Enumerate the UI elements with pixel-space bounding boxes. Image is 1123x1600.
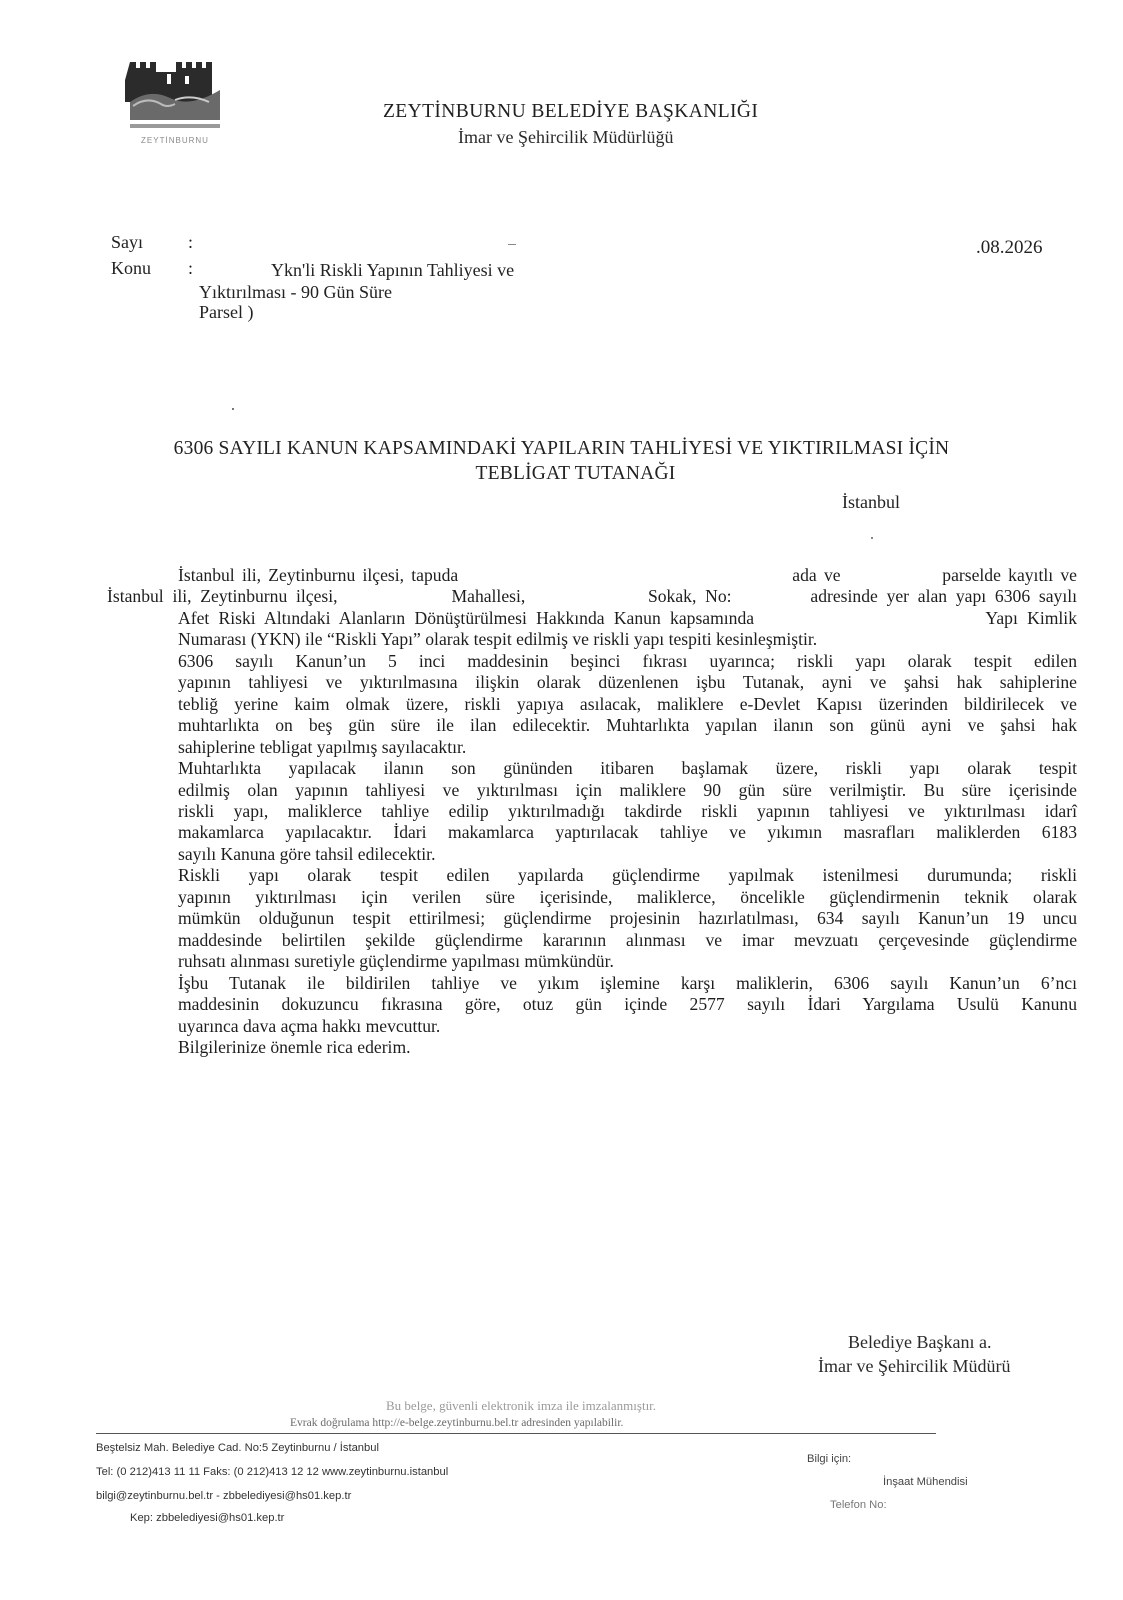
konu-colon: : [188,258,194,278]
paragraph-1 [107,565,1077,651]
footer-email: bilgi@zeytinburnu.bel.tr - zbbelediyesi@hs01.kep.tr [96,1490,352,1502]
paragraph-2 [107,651,1077,758]
org-title: ZEYTİNBURNU BELEDİYE BAŞKANLIĞI [383,101,759,122]
body-line: İstanbul ili, Zeytinburnu ilçesi, tapuda ada ve parselde kayıtlı ve [178,565,1077,585]
footer-kep: Kep: zbbelediyesi@hs01.kep.tr [130,1512,285,1524]
paragraph-5 [107,973,1077,1037]
document-title-line-1: 6306 SAYILI KANUN KAPSAMINDAKİ YAPILARIN TAHLİYESİ VE YIKTIRILMASI İÇİN [173,438,950,459]
sayi-label: Sayı [111,232,144,252]
sayi-colon: : [188,232,194,252]
footer-phone-label: Telefon No: [830,1499,887,1511]
body-line: yapının tahliyesi ve yıktırılmasına ilişkin olarak düzenlenen işbu Tutanak, ayni ve şahsi hak sahiplerine [178,672,1077,693]
logo-text: ZEYTİNBURNU [141,136,209,145]
municipality-logo [125,54,225,154]
body-line: ruhsatı alınması suretiyle güçlendirme yapılması mümkündür. [178,951,614,972]
city: İstanbul [842,492,900,512]
document-title-line-2: TEBLİGAT TUTANAĞI [475,463,676,484]
scan-speck [232,408,234,410]
body-line: mümkün olduğunun tespit ettirilmesi; güçlendirme projesinin hazırlatılması, 634 sayılı Kanun’un 19 uncu [178,908,1077,929]
subject-line-2: Yıktırılması - 90 Gün Süre [199,282,392,302]
body-line: Muhtarlıkta yapılacak ilanın son gününden itibaren başlamak üzere, riskli yapı olarak tespit [178,758,1077,779]
body-line: riskli yapı, maliklerce tahliye edilip yıktırılmadığı takdirde riskli yapının tahliyesi ve yıktırılması idarî [178,800,1077,821]
paragraph-4 [107,865,1077,972]
signature-title: Belediye Başkanı a. [848,1332,992,1352]
scan-speck [508,244,516,245]
body-line: Bilgilerinize önemle rica ederim. [178,1036,411,1057]
body-line: İstanbul ili, Zeytinburnu ilçesi, Mahallesi, Sokak, No: adresinde yer alan yapı 6306 sayılı [107,586,1077,607]
body-line: sayılı Kanuna göre tahsil edilecektir. [178,843,436,864]
footer-role: İnşaat Mühendisi [883,1476,968,1488]
body-line: maddesinin dokuzuncu fıkrasına göre, otuz gün içinde 2577 sayılı İdari Yargılama Usulü Kanunu [178,994,1077,1015]
footer-address: Beştelsiz Mah. Belediye Cad. No:5 Zeytinburnu / İstanbul [96,1442,379,1454]
document-body [107,565,1077,1058]
body-line: Afet Riski Altındaki Alanların Dönüştürülmesi Hakkında Kanun kapsamında Yapı Kimlik [178,607,1077,628]
footer-divider [96,1433,936,1434]
body-line: 6306 sayılı Kanun’un 5 inci maddesinin beşinci fıkrası uyarınca; riskli yapı olarak tespit edilen [178,650,1077,671]
signature-role: İmar ve Şehircilik Müdürü [818,1356,1011,1376]
footer-phone: Tel: (0 212)413 11 11 Faks: (0 212)413 12 12 www.zeytinburnu.istanbul [96,1466,449,1478]
footer-info-label: Bilgi için: [807,1453,852,1465]
body-line: muhtarlıkta on beş gün süre ile ilan edilecektir. Muhtarlıkta yapılan ilanın son günü ayni ve şahsi hak [178,715,1077,736]
org-subtitle: İmar ve Şehircilik Müdürlüğü [458,127,674,147]
body-line: İşbu Tutanak ile bildirilen tahliye ve yıkım işlemine karşı maliklerin, 6306 sayılı Kanun’un 6’ncı [178,972,1077,993]
subject-line-3: Parsel ) [199,302,254,322]
paragraph-6 [107,1037,1077,1058]
scan-speck [871,537,873,539]
body-line: yapının yıktırılması için verilen süre içerisinde, maliklerce, öncelikle güçlendirmenin teknik olarak [178,886,1077,907]
konu-label: Konu [111,258,151,278]
body-line: edilmiş olan yapının tahliyesi ve yıktırılması için maliklere 90 gün süre verilmiştir. Bu süre içerisinde [178,779,1077,800]
body-line: makamlarca yapılacaktır. İdari makamlarca yaptırılacak tahliye ve yıkımın masrafları maliklerden 6183 [178,822,1077,843]
paragraph-3 [107,758,1077,865]
body-line: Numarası (YKN) ile “Riskli Yapı” olarak tespit edilmiş ve riskli yapı tespiti kesinleşmiştir. [178,629,818,650]
document-date: .08.2026 [976,237,1043,258]
body-line: Riskli yapı olarak tespit edilen yapılarda güçlendirme yapılmak istenilmesi durumunda; riskli [178,865,1077,886]
body-line: uyarınca dava açma hakkı mevcuttur. [178,1015,441,1036]
e-signature-note: Bu belge, güvenli elektronik imza ile imzalanmıştır. [386,1398,657,1413]
body-line: tebliğ yerine kaim olmak üzere, riskli yapıya asılacak, maliklere e-Devlet Kapısı üzerinden bildirilecek ve [178,693,1077,714]
verification-note: Evrak doğrulama http://e-belge.zeytinburnu.bel.tr adresinden yapılabilir. [290,1417,624,1429]
body-line: sahiplerine tebligat yapılmış sayılacaktır. [178,736,467,757]
body-line: maddesinde belirtilen şekilde güçlendirme kararının alınması ve imar mevzuatı çerçevesinde güçlendirme [178,929,1077,950]
subject-line-1: Ykn'li Riskli Yapının Tahliyesi ve [271,260,515,280]
